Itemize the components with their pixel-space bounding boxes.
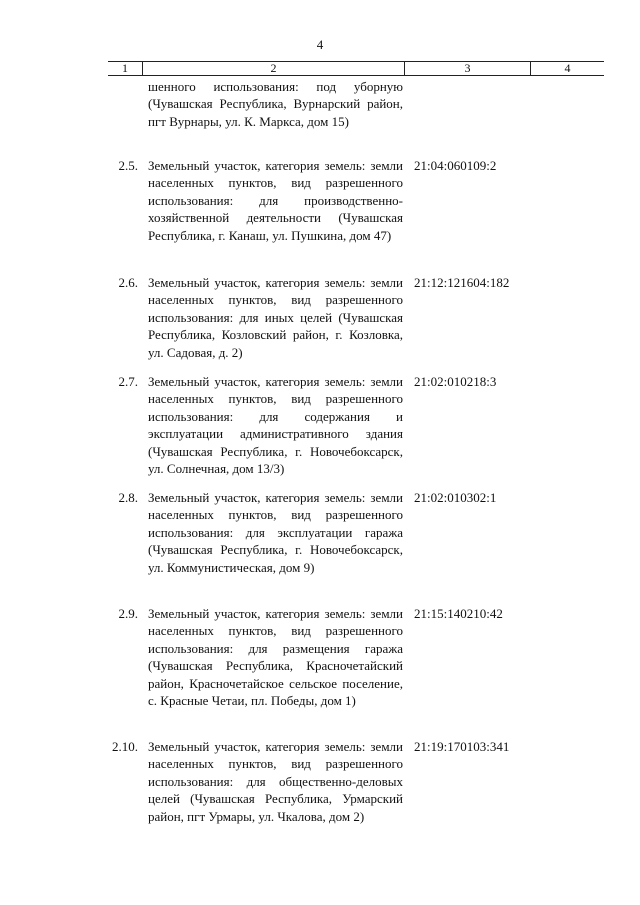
row-number: 2.6. (118, 275, 138, 290)
cadastral-number: 21:02:010218:3 (414, 374, 497, 389)
column-header-2: 2 (142, 62, 404, 75)
row-description: Земельный участок, категория земель: земли населенных пунктов, вид разрешенного использования: для общественно-деловых целей (Чувашская Республика, Урмарский район, пгт Урмары, ул. Чкалова, дом 2) (148, 739, 403, 824)
page-number: 4 (316, 37, 324, 52)
row-description: Земельный участок, категория земель: земли населенных пунктов, вид разрешенного использования: для эксплуатации гаража (Чувашская Республика, г. Новочебоксарск, ул. Коммунистическая, дом 9) (148, 490, 403, 575)
cadastral-number: 21:19:170103:341 (414, 739, 510, 754)
cadastral-number: 21:04:060109:2 (414, 158, 497, 173)
row-description: Земельный участок, категория земель: земли населенных пунктов, вид разрешенного использования: для содержания и эксплуатации административного здания (Чувашская Республика, г. Новочебоксарск, ул. Солнечная, дом 13/3) (148, 374, 403, 477)
column-header-4: 4 (530, 62, 604, 75)
row-number: 2.9. (118, 606, 138, 621)
continuation-text: шенного использования: под уборную (Чувашская Республика, Вурнарский район, пгт Вурнары, ул. К. Маркса, дом 15) (148, 79, 403, 129)
cadastral-number: 21:15:140210:42 (414, 606, 503, 621)
row-description: Земельный участок, категория земель: земли населенных пунктов, вид разрешенного использования: для иных целей (Чувашская Республика, Козловский район, г. Козловка, ул. Садовая, д. 2) (148, 275, 403, 360)
column-header-3: 3 (404, 62, 530, 75)
row-description: Земельный участок, категория земель: земли населенных пунктов, вид разрешенного использования: для производственно-хозяйственной деятельности (Чувашская Республика, г. Канаш, ул. Пушкина, дом 47) (148, 158, 403, 243)
row-number: 2.8. (118, 490, 138, 505)
row-number: 2.10. (112, 739, 138, 754)
table-header-row (108, 61, 604, 76)
row-number: 2.7. (118, 374, 138, 389)
row-number: 2.5. (118, 158, 138, 173)
cadastral-number: 21:12:121604:182 (414, 275, 510, 290)
column-header-1: 1 (122, 61, 128, 75)
cadastral-number: 21:02:010302:1 (414, 490, 497, 505)
row-description: Земельный участок, категория земель: земли населенных пунктов, вид разрешенного использования: для размещения гаража (Чувашская Республика, Красночетайский район, Красночетайское сельское поселение, с. Красные Четаи, пл. Победы, дом 1) (148, 606, 403, 709)
